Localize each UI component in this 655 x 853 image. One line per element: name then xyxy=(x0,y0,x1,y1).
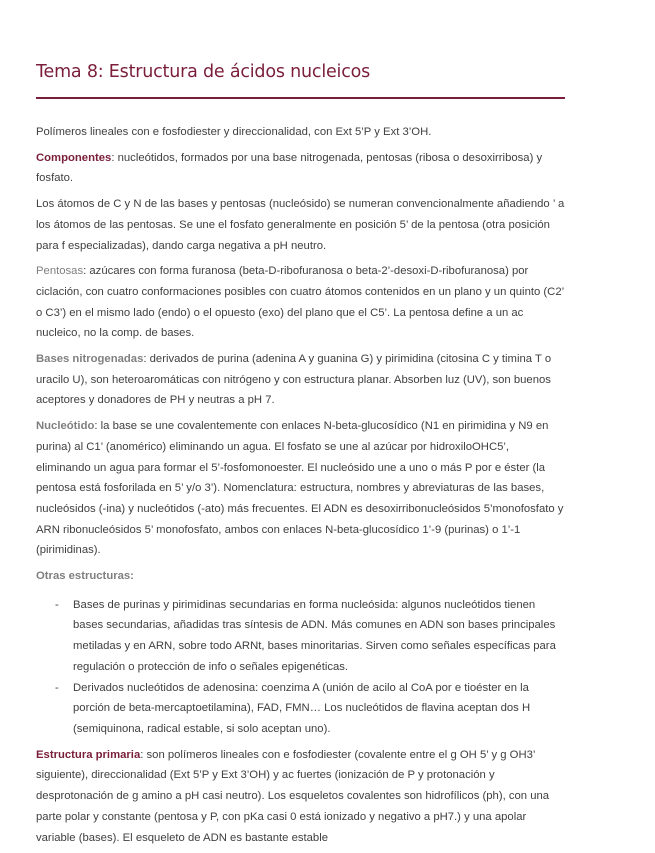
bases-label: Bases nitrogenadas xyxy=(36,353,144,366)
title-divider xyxy=(36,97,565,99)
nucleotido-paragraph xyxy=(36,416,566,561)
numeracion-paragraph: Los átomos de C y N de las bases y pentosas (nucleósido) se numeran convencionalmente añadiendo ’ a los átomos de las pentosas. Se une el fosfato generalmente en posición 5’ de la pentosa (otra posición para f especializadas), dando carga negativa a pH neutro. xyxy=(36,198,565,252)
componentes-paragraph xyxy=(36,148,566,189)
nucleotido-label: Nucleótido xyxy=(36,420,95,433)
otras-estructuras-heading: Otras estructuras: xyxy=(36,570,134,583)
componentes-text: : nucleótidos, formados por una base nitrogenada, pentosas (ribosa o desoxirribosa) y fosfato. xyxy=(36,151,543,185)
pentosas-text: : azúcares con forma furanosa (beta-D-ribofuranosa o beta-2’-desoxi-D-ribofuranosa) por ciclación, con cuatro conformaciones posibles con cuatro átomos contenidos en un plano y un quinto (C2’ o C3’) en el mismo lado (endo) o el opuesto (exo) del plano que el C5’. La pentosa define a un ac nucleico, no la comp. de bases. xyxy=(36,265,564,340)
page-title: Tema 8: Estructura de ácidos nucleicos xyxy=(36,62,371,82)
intro-paragraph: Polímeros lineales con e fosfodiester y direccionalidad, con Ext 5’P y Ext 3’OH. xyxy=(36,126,432,138)
componentes-label: Componentes xyxy=(36,151,112,164)
pentosas-paragraph xyxy=(36,261,566,344)
bases-paragraph xyxy=(36,349,566,411)
pentosas-label: Pentosas xyxy=(36,265,84,278)
list-item-text: Bases de purinas y pirimidinas secundarias en forma nucleósida: algunos nucleótidos tienen bases secundarias, añadidas tras síntesis de ADN. Más comunes en ADN son bases principales metiladas y en ARN, sobre todo ARNt, bases minoritarias. Sirven como señales específicas para regulación o protección de info o señales epigenéticas. xyxy=(73,598,556,673)
nucleotido-text: : la base se une covalentemente con enlaces N-beta-glucosídico (N1 en pirimidina y N9 en purina) al C1’ (anomérico) eliminando un agua. El fosfato se une al azúcar por hidroxiloOHC5’, eliminando un agua para formar el 5’-fosfomonoester. El nucleósido une a uno o más P por e éster (la pentosa está fosforilada en 5’ y/o 3’). Nomenclatura: estructura, nombres y abreviaturas de las bases, nucleósidos (-ina) y nucleótidos (-ato) más frecuentes. El ADN es desoxirribonucleósidos 5’monofosfato y ARN ribonucleósidos 5’ monofosfato, ambos con enlaces N-beta-glucosídico 1’-9 (purinas) o 1’-1 (pirimidinas). xyxy=(36,420,564,557)
document-body xyxy=(36,122,566,853)
bases-text: : derivados de purina (adenina A y guanina G) y pirimidina (citosina C y timina T o uracilo U), son heteroaromáticas con nitrógeno y con estructura planar. Absorben luz (UV), son buenos aceptores y donadores de PH y neutras a pH 7. xyxy=(36,353,552,407)
primaria-text: : son polímeros lineales con e fosfodiester (covalente entre el g OH 5’ y g OH3’ siguiente), direccionalidad (Ext 5’P y Ext 3’OH) y ac fuertes (ionización de P y protonación y desprotonación de g amino a pH casi neutro). Los esqueletos covalentes son hidrofílicos (ph), con una parte polar y constante (pentosa y P, con pKa casi 0 está ionizado y negativo a pH7.) y una apolar variable (bases). El esqueleto de ADN es bastante estable xyxy=(36,748,550,844)
otras-estructuras-list xyxy=(36,595,566,740)
list-item-text: Derivados nucleótidos de adenosina: coenzima A (unión de acilo al CoA por e tioéster en la porción de beta-mercaptoetilamina), FAD, FMN… Los nucleótidos de flavina aceptan dos H (semiquinona, radical estable, si solo aceptan uno). xyxy=(73,681,531,735)
bullet-dash: - xyxy=(55,598,59,611)
list-item xyxy=(36,595,566,678)
list-item xyxy=(36,678,566,740)
bullet-dash: - xyxy=(55,681,59,694)
primaria-paragraph xyxy=(36,745,566,849)
primaria-label: Estructura primaria xyxy=(36,748,141,761)
